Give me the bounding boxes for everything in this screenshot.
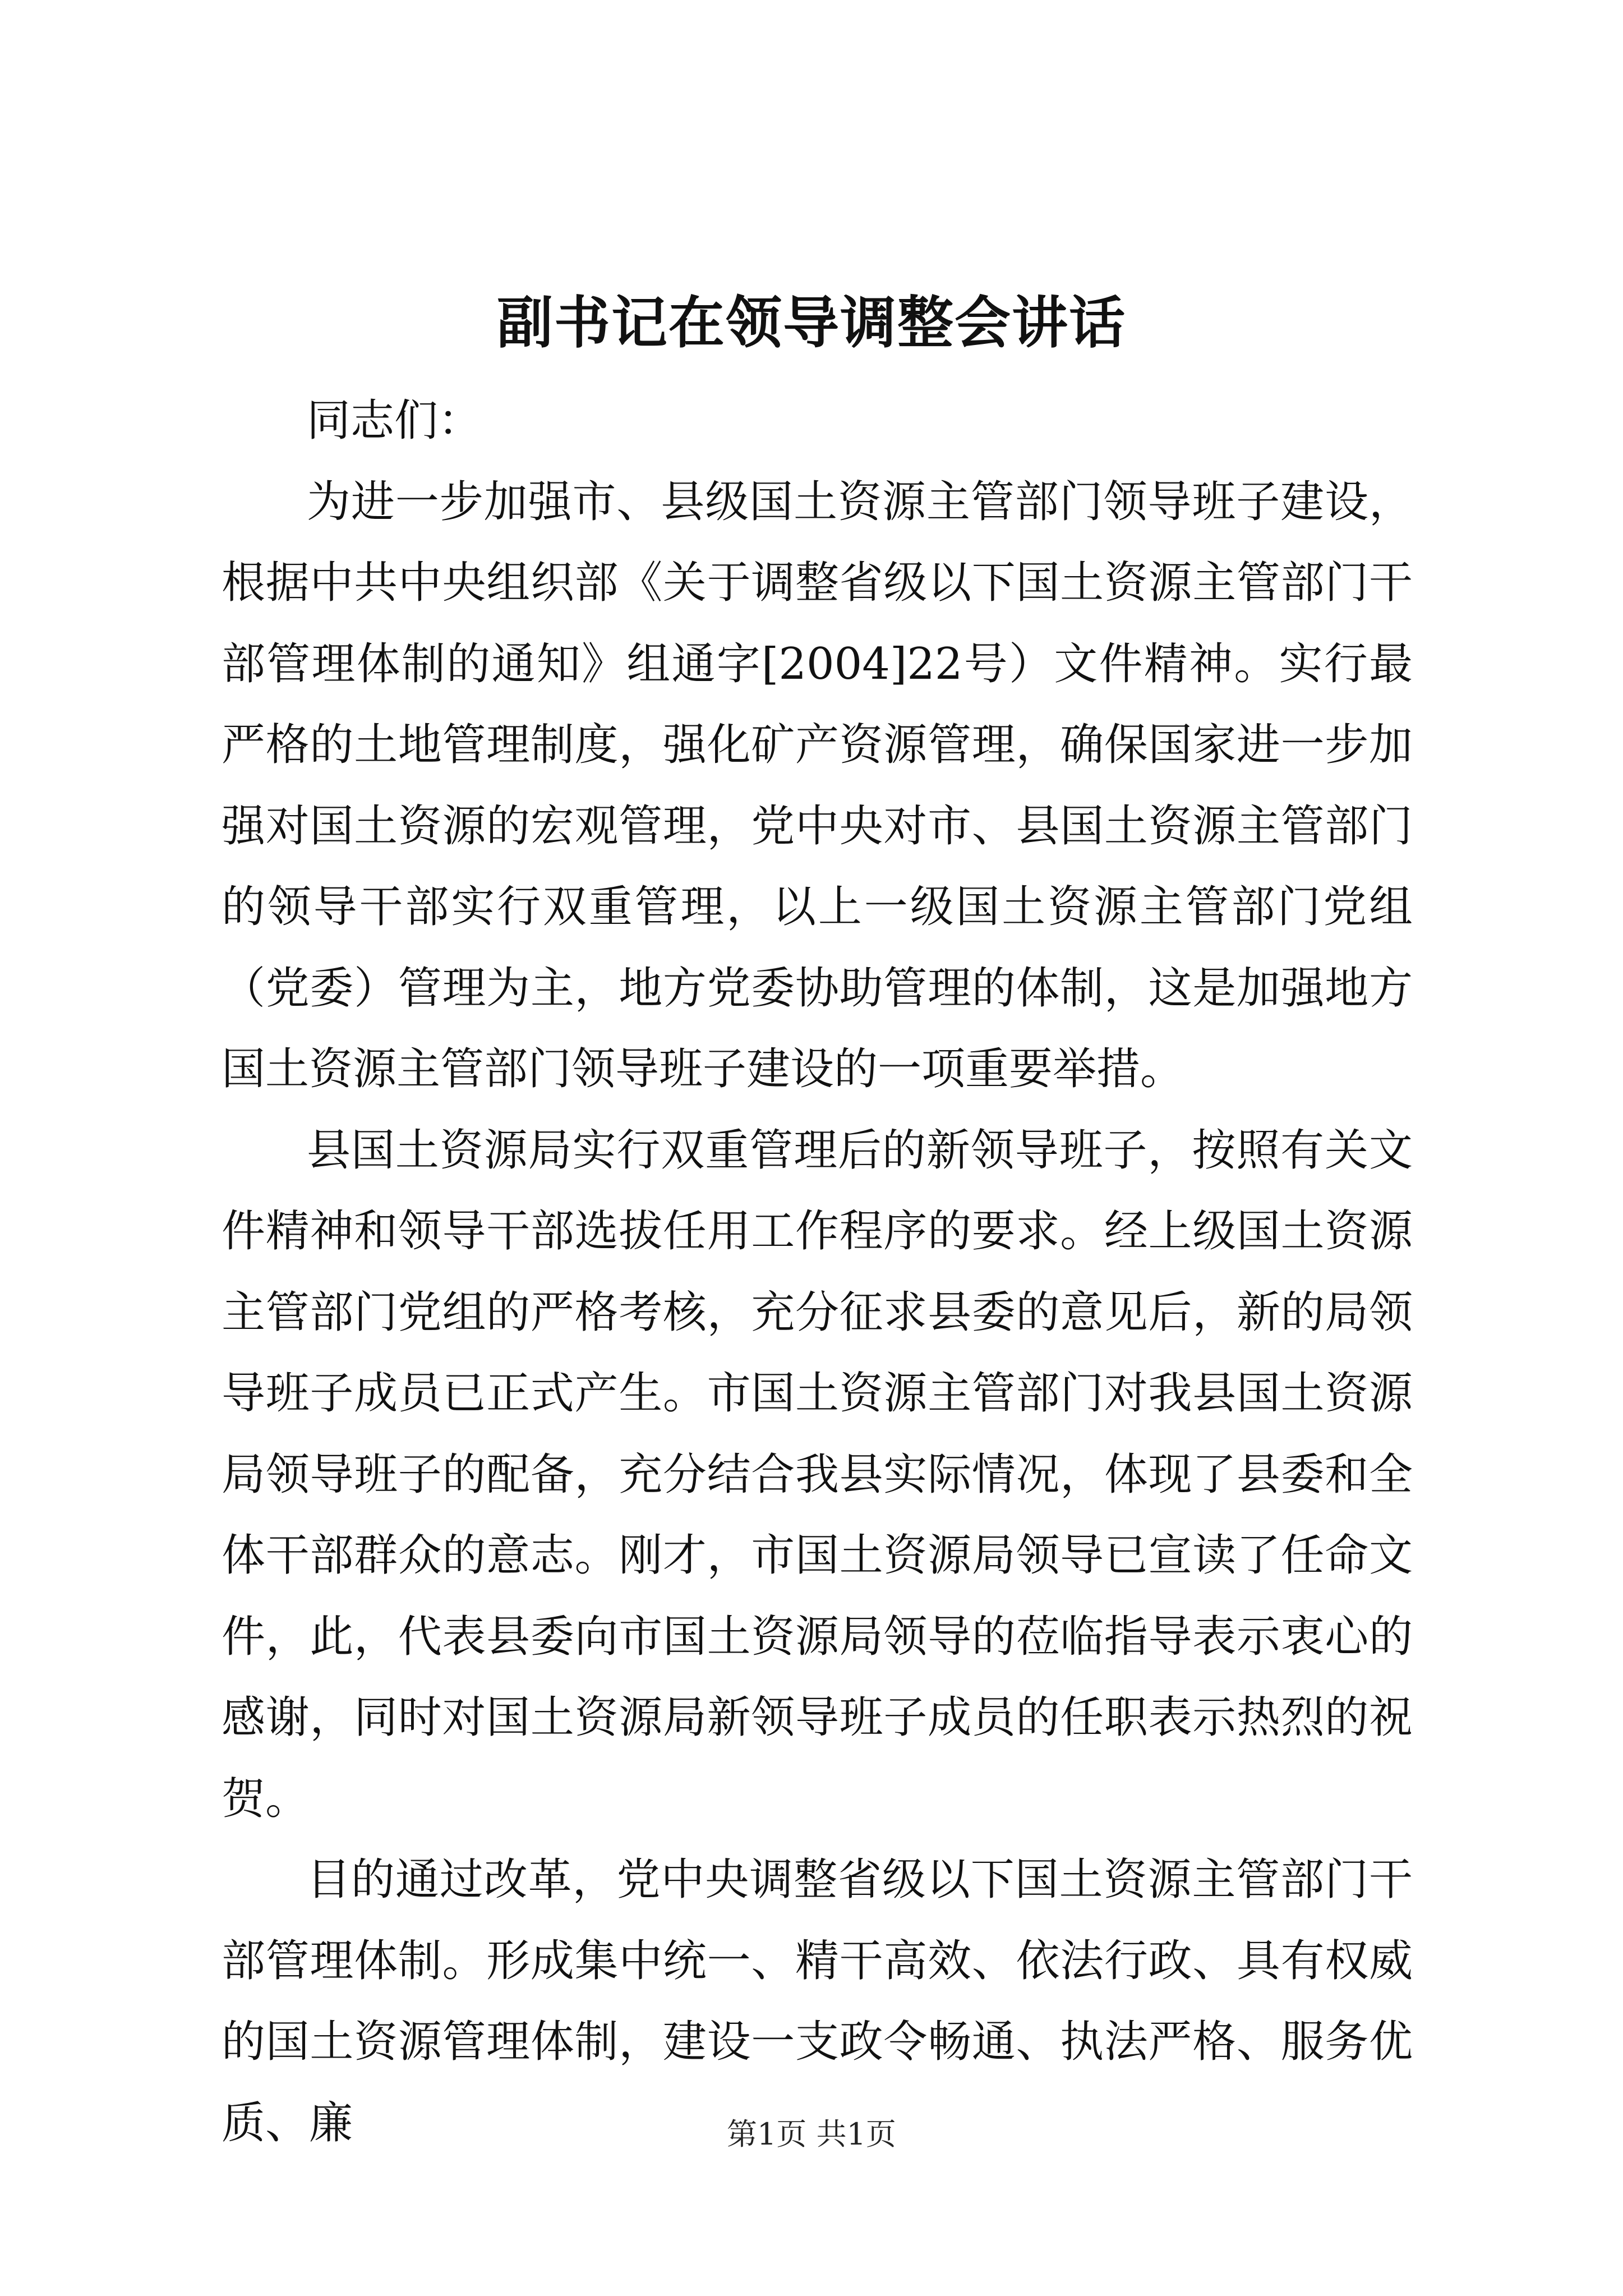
paragraph-3: 目的通过改革，党中央调整省级以下国土资源主管部门干部管理体制。形成集中统一、精干高效、依法行政、具有权威的国土资源管理体制，建设一支政令畅通、执法严格、服务优质、廉: [222, 1855, 1413, 2148]
paragraph-2: 县国土资源局实行双重管理后的新领导班子，按照有关文件精神和领导干部选拔任用工作程序的要求。经上级国土资源主管部门党组的严格考核，充分征求县委的意见后，新的局领导班子成员已正式产生。市国土资源主管部门对我县国土资源局领导班子的配备，充分结合我县实际情况，体现了县委和全体干部群众的意志。刚才，市国土资源局领导已宣读了任命文件，此，代表县委向市国土资源局领导的莅临指导表示衷心的感谢，同时对国土资源局新领导班子成员的任职表示热烈的祝贺。: [222, 1125, 1413, 1824]
document-title: 副书记在领导调整会讲话: [497, 289, 1126, 356]
paragraph-1: 为进一步加强市、县级国土资源主管部门领导班子建设，根据中共中央组织部《关于调整省级以下国土资源主管部门干部管理体制的通知》组通字[2004]22号）文件精神。实行最严格的土地管理制度，强化矿产资源管理，确保国家进一步加强对国土资源的宏观管理，党中央对市、县国土资源主管部门的领导干部实行双重管理，以上一级国土资源主管部门党组（党委）管理为主，地方党委协助管理的体制，这是加强地方国土资源主管部门领导班子建设的一项重要举措。: [222, 476, 1413, 1094]
page-footer: 第1页 共1页: [727, 2116, 896, 2152]
salutation: 同志们：: [307, 395, 482, 446]
document-body: [222, 380, 1413, 2164]
